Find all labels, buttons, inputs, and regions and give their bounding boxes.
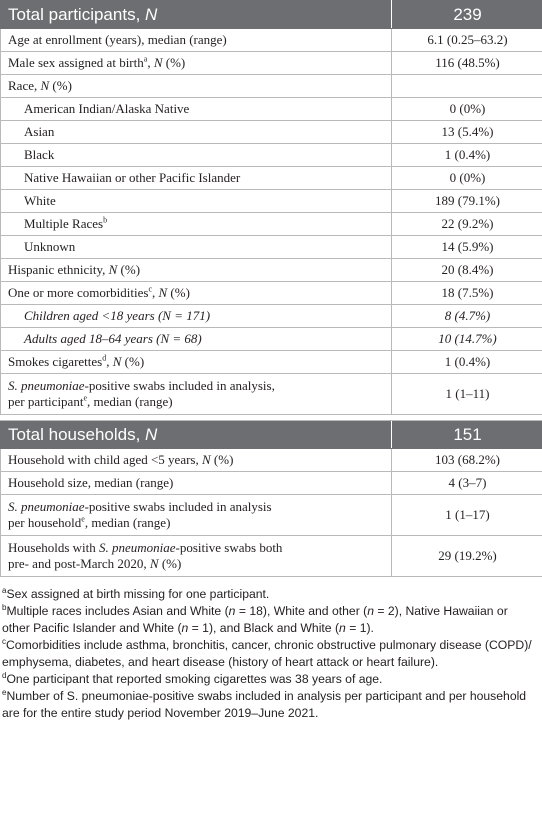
table-row <box>1 121 542 144</box>
row-label: Male sex assigned at birth$^a$, N (%) <box>1 52 392 75</box>
table-row <box>1 472 542 495</box>
row-label: Household size, median (range) <box>1 472 392 495</box>
table-row <box>1 167 542 190</box>
row-value: 1 (1–11) <box>392 374 542 415</box>
table-row <box>1 29 542 52</box>
participants-header-row <box>1 1 542 29</box>
row-label: American Indian/Alaska Native <box>1 98 392 121</box>
table-row <box>1 495 542 536</box>
row-label: Household with child aged <5 years, N (%) <box>1 449 392 472</box>
row-value: 1 (0.4%) <box>392 351 542 374</box>
footnote-c: $^c$Comorbidities include asthma, bronchitis, cancer, chronic obstructive pulmonary disease (COPD)/ emphysema, diabetes, and heart disease (history of heart attack or heart failure). <box>2 636 532 669</box>
row-label: Hispanic ethnicity, N (%) <box>1 259 392 282</box>
table-row <box>1 449 542 472</box>
table-row <box>1 144 542 167</box>
households-header-value: 151 <box>392 421 542 449</box>
row-value: 1 (0.4%) <box>392 144 542 167</box>
row-value: 22 (9.2%) <box>392 213 542 236</box>
row-label: One or more comorbidities$^c$, N (%) <box>1 282 392 305</box>
table-row <box>1 75 542 98</box>
footnote-e: $^e$Number of S. pneumoniae-positive swabs included in analysis per participant and per household are for the entire study period November 2019–June 2021. <box>2 687 527 720</box>
row-value: 10 (14.7%) <box>392 328 542 351</box>
row-value: 18 (7.5%) <box>392 282 542 305</box>
table-row <box>1 236 542 259</box>
row-label: Black <box>1 144 392 167</box>
participants-header-label: Total participants, N <box>1 1 392 29</box>
row-value: 116 (48.5%) <box>392 52 542 75</box>
table-row <box>1 374 542 415</box>
row-value: 0 (0%) <box>392 98 542 121</box>
row-value: 14 (5.9%) <box>392 236 542 259</box>
footnote-d: $^d$One participant that reported smoking cigarettes was 38 years of age. <box>2 670 383 686</box>
row-label: Adults aged 18–64 years (N = 68) <box>1 328 392 351</box>
table-row <box>1 305 542 328</box>
row-value: 6.1 (0.25–63.2) <box>392 29 542 52</box>
table-row <box>1 536 542 577</box>
table-row <box>1 351 542 374</box>
table-row <box>1 282 542 305</box>
row-value: 0 (0%) <box>392 167 542 190</box>
table-row <box>1 259 542 282</box>
footnote-b: $^b$Multiple races includes Asian and White (n = 18), White and other (n = 2), Native Hawaiian or other Pacific Islander and White (n = 1), and Black and White (n = 1). <box>2 602 508 635</box>
table-row <box>1 98 542 121</box>
row-value: 29 (19.2%) <box>392 536 542 577</box>
table-footnotes <box>0 577 542 722</box>
participants-header-value: 239 <box>392 1 542 29</box>
table-row <box>1 190 542 213</box>
table-row <box>1 52 542 75</box>
row-label: Asian <box>1 121 392 144</box>
row-label: Smokes cigarettes$^d$, N (%) <box>1 351 392 374</box>
table-row <box>1 328 542 351</box>
footnote-a: $^a$Sex assigned at birth missing for one participant. <box>2 585 270 601</box>
row-value: 189 (79.1%) <box>392 190 542 213</box>
row-label: Children aged <18 years (N = 171) <box>1 305 392 328</box>
row-label: White <box>1 190 392 213</box>
row-label: Multiple Races$^b$ <box>1 213 392 236</box>
households-header-row <box>1 421 542 449</box>
row-value: 20 (8.4%) <box>392 259 542 282</box>
row-label: Age at enrollment (years), median (range) <box>1 29 392 52</box>
row-value: 13 (5.4%) <box>392 121 542 144</box>
table-row <box>1 213 542 236</box>
row-label: Unknown <box>1 236 392 259</box>
row-label: S. pneumoniae-positive swabs included in analysis, per participant$^e$, median (range) <box>1 374 392 415</box>
row-label: S. pneumoniae-positive swabs included in analysis per household$^e$, median (range) <box>1 495 392 536</box>
households-header-label: Total households, N <box>1 421 392 449</box>
row-value: 8 (4.7%) <box>392 305 542 328</box>
row-label: Native Hawaiian or other Pacific Islander <box>1 167 392 190</box>
row-value: 4 (3–7) <box>392 472 542 495</box>
row-value: 1 (1–17) <box>392 495 542 536</box>
row-label: Households with S. pneumoniae-positive swabs both pre- and post-March 2020, N (%) <box>1 536 392 577</box>
race-header-label: Race, N (%) <box>1 75 392 98</box>
row-value <box>392 75 542 98</box>
row-value: 103 (68.2%) <box>392 449 542 472</box>
